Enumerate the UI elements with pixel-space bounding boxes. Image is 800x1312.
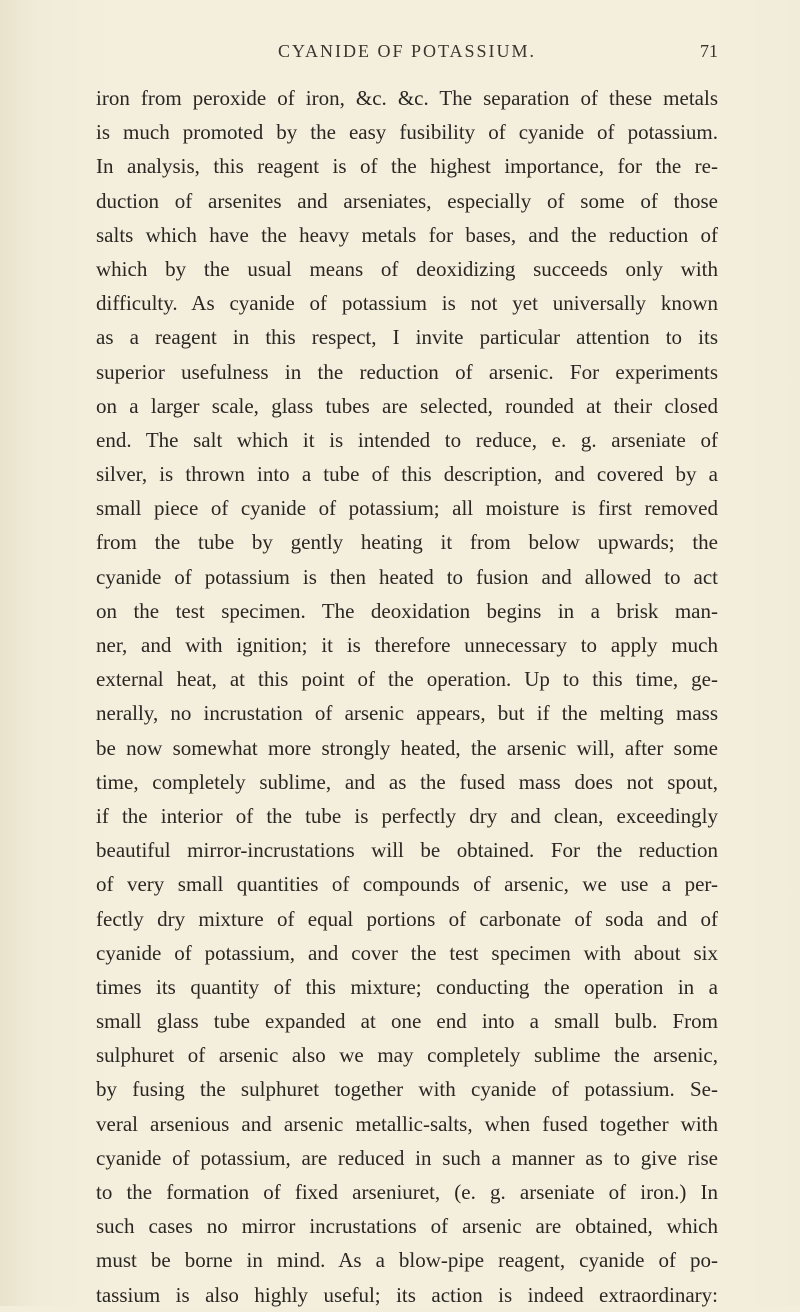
text-line: beautiful mirror-incrustations will be obtained. For the reduction xyxy=(96,838,718,863)
text-line: is much promoted by the easy fusibility of cyanide of potassium. xyxy=(96,120,718,145)
text-line: sulphuret of arsenic also we may completely sublime the arsenic, xyxy=(96,1043,718,1068)
page-number: 71 xyxy=(700,41,718,61)
text-line: silver, is thrown into a tube of this description, and covered by a xyxy=(96,462,718,487)
body-text xyxy=(96,81,718,1312)
text-line: small piece of cyanide of potassium; all moisture is first removed xyxy=(96,496,718,521)
text-line: must be borne in mind. As a blow-pipe reagent, cyanide of po- xyxy=(96,1248,718,1273)
text-line: of very small quantities of compounds of arsenic, we use a per- xyxy=(96,872,718,897)
text-line: In analysis, this reagent is of the highest importance, for the re- xyxy=(96,154,718,179)
text-line: times its quantity of this mixture; conducting the operation in a xyxy=(96,974,718,999)
text-line: on the test specimen. The deoxidation begins in a brisk man- xyxy=(96,598,718,623)
text-line: cyanide of potassium, are reduced in such a manner as to give rise xyxy=(96,1145,718,1170)
text-line: by fusing the sulphuret together with cyanide of potassium. Se- xyxy=(96,1077,718,1102)
text-line: iron from peroxide of iron, &c. &c. The separation of these metals xyxy=(96,86,718,110)
text-line: cyanide of potassium is then heated to fusion and allowed to act xyxy=(96,564,718,589)
text-line: difficulty. As cyanide of potassium is not yet universally known xyxy=(96,291,718,316)
text-line: end. The salt which it is intended to reduce, e. g. arseniate of xyxy=(96,427,718,452)
text-line: veral arsenious and arsenic metallic-salts, when fused together with xyxy=(96,1111,718,1136)
text-line: superior usefulness in the reduction of arsenic. For experiments xyxy=(96,359,718,384)
text-line: fectly dry mixture of equal portions of carbonate of soda and of xyxy=(96,906,718,931)
text-line: if the interior of the tube is perfectly dry and clean, exceedingly xyxy=(96,803,718,828)
text-line: ner, and with ignition; it is therefore unnecessary to apply much xyxy=(96,633,718,657)
text-line: time, completely sublime, and as the fused mass does not spout, xyxy=(96,769,718,794)
text-line: salts which have the heavy metals for bases, and the reduction of xyxy=(96,222,718,247)
running-title: CYANIDE OF POTASSIUM. xyxy=(277,41,537,61)
text-line: cyanide of potassium, and cover the test specimen with about six xyxy=(96,940,718,965)
text-line: from the tube by gently heating it from below upwards; the xyxy=(96,530,718,555)
text-line: tassium is also highly useful; its action is indeed extraordinary: xyxy=(96,1282,718,1307)
page-header xyxy=(96,41,718,71)
text-line: such cases no mirror incrustations of arsenic are obtained, which xyxy=(96,1214,718,1239)
text-line: duction of arsenites and arseniates, especially of some of those xyxy=(96,188,718,213)
text-line: on a larger scale, glass tubes are selected, rounded at their closed xyxy=(96,393,718,418)
text-line: which by the usual means of deoxidizing succeeds only with xyxy=(96,256,718,281)
text-line: external heat, at this point of the operation. Up to this time, ge- xyxy=(96,667,718,692)
text-line: be now somewhat more strongly heated, the arsenic will, after some xyxy=(96,735,718,760)
text-line: small glass tube expanded at one end into a small bulb. From xyxy=(96,1009,718,1034)
text-line: to the formation of fixed arseniuret, (e. g. arseniate of iron.) In xyxy=(96,1180,718,1204)
text-line: nerally, no incrustation of arsenic appears, but if the melting mass xyxy=(96,701,718,726)
text-line: as a reagent in this respect, I invite particular attention to its xyxy=(96,325,718,350)
